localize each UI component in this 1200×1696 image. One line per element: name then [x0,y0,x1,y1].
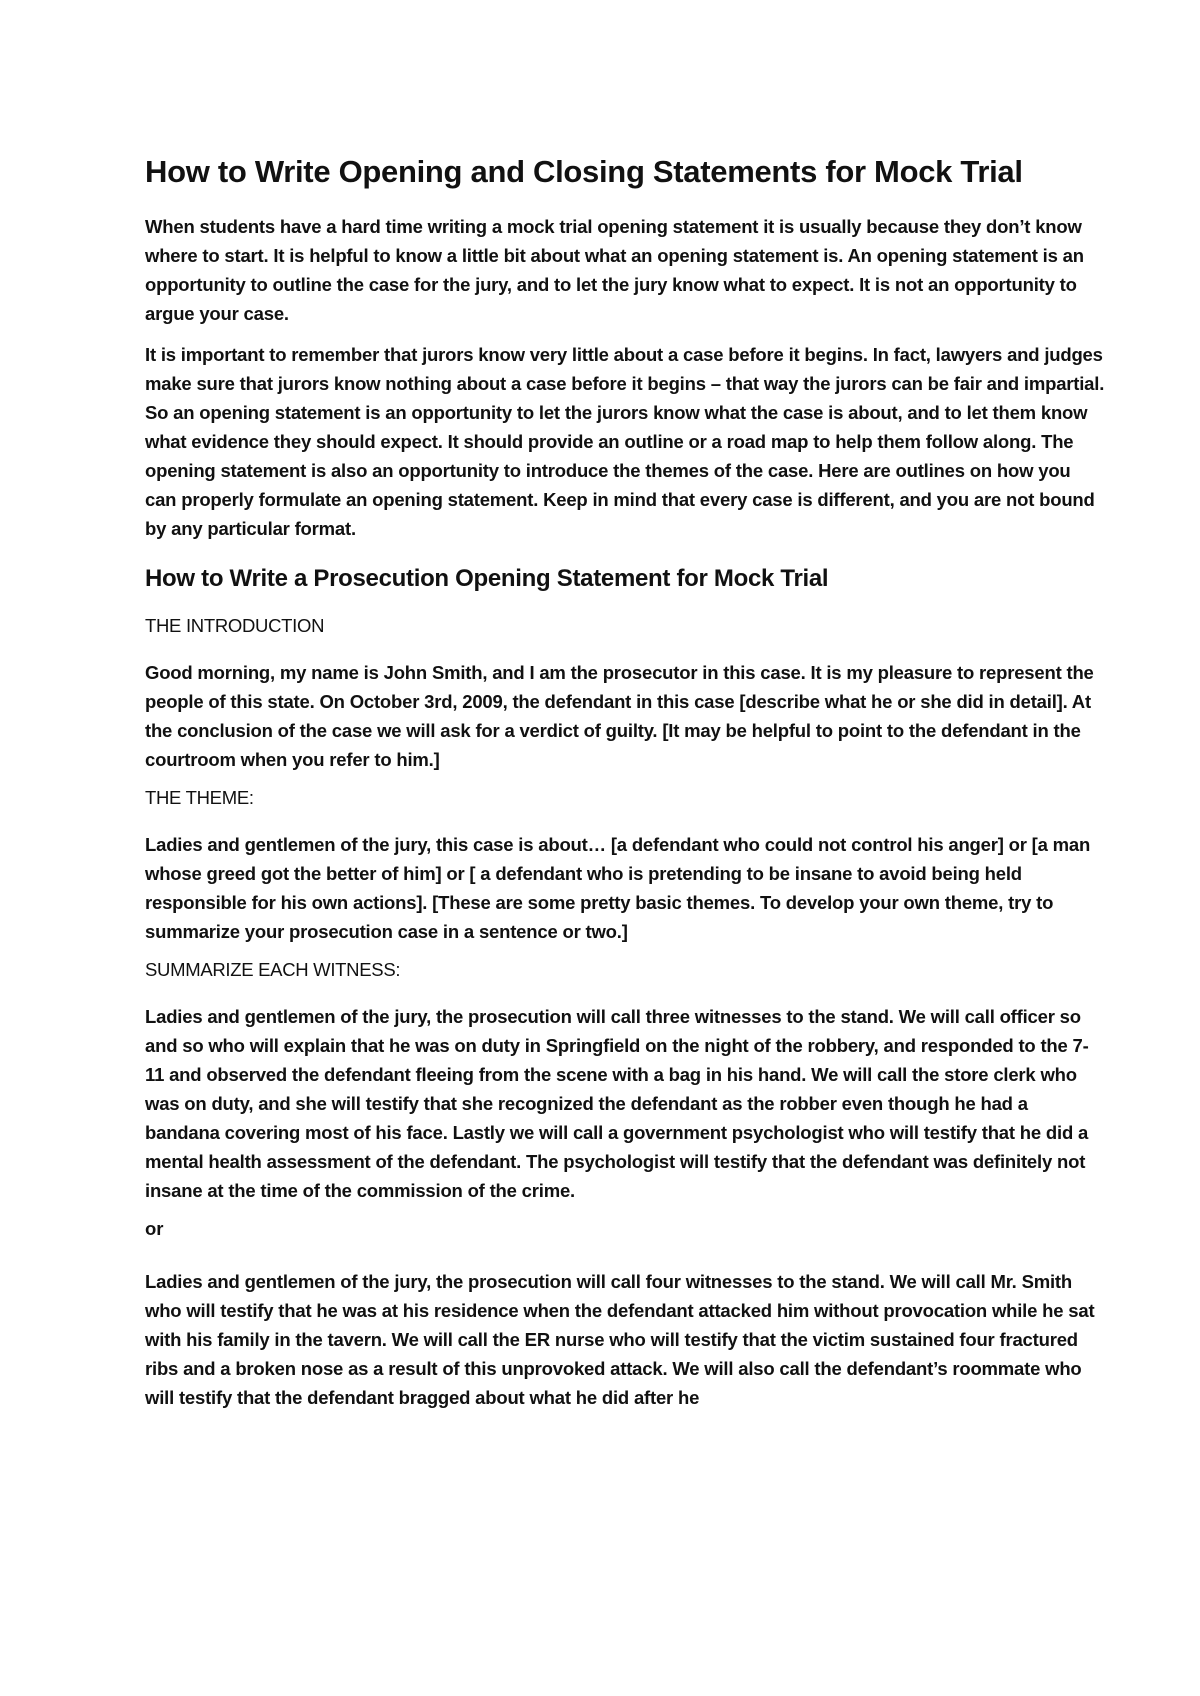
witness-label: SUMMARIZE EACH WITNESS: [145,958,401,980]
section-title: How to Write a Prosecution Opening Statement for Mock Trial [145,565,829,593]
introduction-label: THE INTRODUCTION [145,614,325,636]
or-separator: or [145,1217,164,1239]
intro-paragraph-1: When students have a hard time writing a mock trial opening statement it is usually because they don’t know where to start. It is helpful to know a little bit about what an opening statement is. An opening statement is an opportunity to outline the case for the jury, and to let the jury know what to expect. It is not an opportunity to argue your case. [145,216,1084,325]
witness-example-1: Ladies and gentlemen of the jury, the prosecution will call three witnesses to the stand. We will call officer so and so who will explain that he was on duty in Springfield on the night of the robbery, and responded to the 7-11 and observed the defendant fleeing from the scene with a bag in his hand. We will call the store clerk who was on duty, and she will testify that she recognized the defendant as the robber even though he had a bandana covering most of his face. Lastly we will call a government psychologist who will testify that he did a mental health assessment of the defendant. The psychologist will testify that the defendant was definitely not insane at the time of the commission of the crime. [145,1005,1089,1201]
document-page [145,140,1105,1424]
intro-paragraph-2: It is important to remember that jurors know very little about a case before it begins. In fact, lawyers and judges make sure that jurors know nothing about a case before it begins – that way the jurors can be fair and impartial. So an opening statement is an opportunity to let the jurors know what the case is about, and to let them know what evidence they should expect. It should provide an outline or a road map to help them follow along. The opening statement is also an opportunity to introduce the themes of the case. Here are outlines on how you can properly formulate an opening statement. Keep in mind that every case is different, and you are not bound by any particular format. [145,344,1105,540]
theme-text: Ladies and gentlemen of the jury, this case is about… [a defendant who could not control his anger] or [a man whose greed got the better of him] or [ a defendant who is pretending to be insane to avoid being held responsible for his own actions]. [These are some pretty basic themes. To develop your own theme, try to summarize your prosecution case in a sentence or two.] [145,833,1091,942]
theme-label: THE THEME: [145,786,254,808]
witness-example-2: Ladies and gentlemen of the jury, the prosecution will call four witnesses to the stand. We will call Mr. Smith who will testify that he was at his residence when the defendant attacked him without provocation while he sat with his family in the tavern. We will call the ER nurse who will testify that the victim sustained four fractured ribs and a broken nose as a result of this unprovoked attack. We will also call the defendant’s roommate who will testify that the defendant bragged about what he did after he [145,1270,1095,1408]
document-title: How to Write Opening and Closing Statements for Mock Trial [145,154,1023,189]
introduction-text: Good morning, my name is John Smith, and I am the prosecutor in this case. It is my pleasure to represent the people of this state. On October 3rd, 2009, the defendant in this case [describe what he or she did in detail]. At the conclusion of the case we will ask for a verdict of guilty. [It may be helpful to point to the defendant in the courtroom when you refer to him.] [145,661,1094,770]
